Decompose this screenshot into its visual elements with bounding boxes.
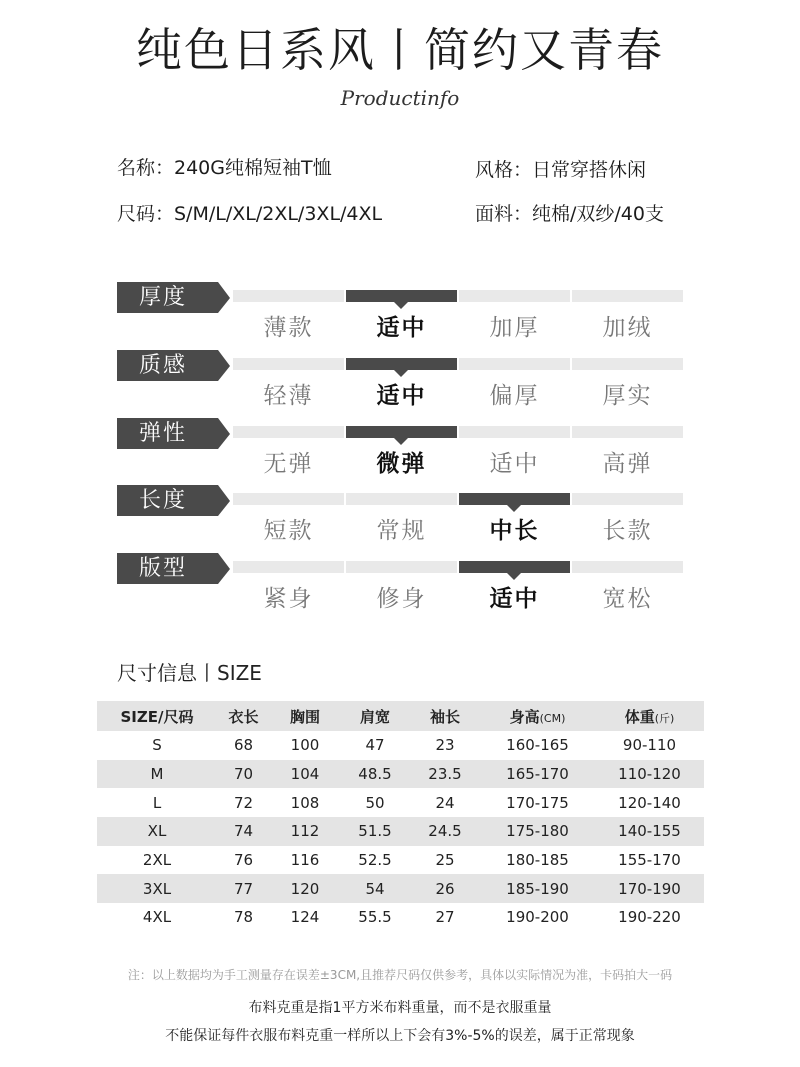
table-cell: 23.5 (410, 760, 480, 789)
option-label: 偏厚 (489, 383, 540, 409)
table-row (97, 788, 704, 817)
table-cell: 108 (290, 793, 320, 812)
scale-segment (572, 493, 683, 505)
table-cell: 50 (365, 793, 385, 812)
table-cell: 170-175 (506, 793, 569, 812)
scale-segment-selected (346, 358, 457, 370)
table-cell: 120-140 (618, 793, 681, 812)
option-label: 高弹 (602, 451, 653, 477)
table-cell: 140-155 (595, 817, 704, 846)
header-sleeve: 袖长 (410, 701, 480, 731)
header-chest: 胸围 (270, 701, 340, 731)
attribute-label: 版型 (117, 553, 218, 584)
weight-unit: (斤) (654, 711, 675, 725)
scale-segment (233, 426, 344, 438)
table-cell: 100 (290, 736, 320, 755)
script-subtitle: Productinfo (340, 86, 460, 110)
header-weight (595, 701, 704, 731)
table-cell: 155-170 (618, 851, 681, 870)
table-row (97, 846, 704, 875)
table-cell: 110-120 (595, 760, 704, 789)
option-selected: 适中 (376, 383, 427, 409)
table-cell: 116 (290, 851, 320, 870)
table-cell: 104 (270, 760, 340, 789)
table-cell: 2XL (142, 851, 172, 870)
table-cell: 180-185 (506, 851, 569, 870)
info-sizes: 尺码：S/M/L/XL/2XL/3XL/4XL (117, 203, 383, 225)
option-label: 轻薄 (263, 383, 314, 409)
table-cell: 112 (270, 817, 340, 846)
option-selected: 中长 (489, 518, 540, 544)
option-label: 薄款 (263, 315, 314, 341)
tolerance-note: 不能保证每件衣服布料克重一样所以上下会有3%-5%的误差，属于正常现象 (165, 1028, 635, 1044)
table-cell: 160-165 (506, 736, 569, 755)
selection-pointer (507, 573, 521, 580)
selection-pointer (394, 438, 408, 445)
option-label: 修身 (376, 586, 427, 612)
scale-segment (346, 493, 457, 505)
table-cell: 23 (435, 736, 455, 755)
scale-segment-selected (346, 426, 457, 438)
header-size: SIZE/尺码 (97, 701, 217, 731)
table-cell: 190-220 (618, 908, 681, 927)
scale-segment-selected (459, 561, 570, 573)
size-table (97, 701, 704, 932)
table-cell: 47 (365, 736, 385, 755)
table-row (97, 903, 704, 932)
info-name: 名称：240G纯棉短袖T恤 (117, 157, 332, 179)
table-row (97, 874, 704, 903)
table-cell: 165-170 (480, 760, 595, 789)
table-cell: 190-200 (506, 908, 569, 927)
option-label: 常规 (376, 518, 427, 544)
table-cell: 170-190 (595, 874, 704, 903)
table-cell: 76 (233, 851, 254, 870)
attribute-label: 长度 (117, 485, 218, 516)
table-cell: 74 (217, 817, 270, 846)
selection-pointer (507, 505, 521, 512)
table-cell: 51.5 (340, 817, 410, 846)
header-height-label: 身高 (509, 707, 540, 726)
table-cell: 175-180 (480, 817, 595, 846)
scale-segment (459, 426, 570, 438)
option-selected: 微弹 (376, 451, 427, 477)
table-row (97, 760, 704, 789)
table-cell: 4XL (142, 908, 172, 927)
header-height (480, 701, 595, 731)
scale-segment (572, 561, 683, 573)
scale-segment (459, 358, 570, 370)
option-label: 宽松 (602, 586, 653, 612)
table-cell: 48.5 (340, 760, 410, 789)
table-cell: 27 (435, 908, 455, 927)
option-label: 紧身 (263, 586, 314, 612)
option-label: 短款 (263, 518, 314, 544)
table-cell: 26 (410, 874, 480, 903)
table-cell: 25 (435, 851, 455, 870)
scale-segment (572, 358, 683, 370)
size-table-header (97, 701, 704, 731)
table-cell: 55.5 (358, 908, 392, 927)
attribute-label: 弹性 (117, 418, 218, 449)
scale-segment-selected (346, 290, 457, 302)
selection-pointer (394, 302, 408, 309)
option-label: 加厚 (489, 315, 540, 341)
scale-segment (346, 561, 457, 573)
option-label: 长款 (602, 518, 653, 544)
option-selected: 适中 (489, 586, 540, 612)
scale-segment (233, 561, 344, 573)
scale-segment (459, 290, 570, 302)
table-cell: 90-110 (622, 736, 677, 755)
measurement-note: 注：以上数据均为手工测量存在误差±3CM,且推荐尺码仅供参考，具体以实际情况为准，卡码拍大一码 (127, 968, 673, 982)
scale-segment-selected (459, 493, 570, 505)
attribute-label: 厚度 (117, 282, 218, 313)
option-label: 无弹 (263, 451, 314, 477)
scale-segment (233, 358, 344, 370)
table-cell: 78 (233, 908, 254, 927)
scale-segment (572, 290, 683, 302)
info-fabric: 面料：纯棉/双纱/40支 (475, 203, 664, 225)
fabric-weight-note: 布料克重是指1平方米布料重量，而不是衣服重量 (248, 1000, 552, 1016)
table-cell: 3XL (97, 874, 217, 903)
table-cell: 68 (233, 736, 254, 755)
page-title: 纯色日系风丨简约又青春 (136, 23, 664, 77)
option-label: 加绒 (602, 315, 653, 341)
table-cell: S (152, 736, 162, 755)
table-cell: 52.5 (358, 851, 392, 870)
size-title: 尺寸信息丨SIZE (117, 661, 262, 685)
table-cell: 72 (233, 793, 254, 812)
scale-segment (233, 290, 344, 302)
table-row (97, 731, 704, 760)
table-cell: 124 (290, 908, 320, 927)
header-shoulder: 肩宽 (340, 701, 410, 731)
header-length: 衣长 (217, 701, 270, 731)
table-cell: M (97, 760, 217, 789)
selection-pointer (394, 370, 408, 377)
table-row (97, 817, 704, 846)
table-cell: 24 (435, 793, 455, 812)
info-style: 风格：日常穿搭休闲 (475, 159, 647, 181)
scale-segment (572, 426, 683, 438)
table-cell: 77 (217, 874, 270, 903)
table-cell: XL (97, 817, 217, 846)
option-label: 厚实 (602, 383, 653, 409)
table-cell: 24.5 (410, 817, 480, 846)
scale-segment (233, 493, 344, 505)
attribute-label: 质感 (117, 350, 218, 381)
height-unit: (CM) (539, 711, 566, 725)
table-cell: L (152, 793, 162, 812)
option-selected: 适中 (376, 315, 427, 341)
table-cell: 185-190 (480, 874, 595, 903)
table-cell: 120 (270, 874, 340, 903)
table-cell: 54 (340, 874, 410, 903)
header-weight-label: 体重 (624, 707, 655, 726)
option-label: 适中 (489, 451, 540, 477)
table-cell: 70 (217, 760, 270, 789)
